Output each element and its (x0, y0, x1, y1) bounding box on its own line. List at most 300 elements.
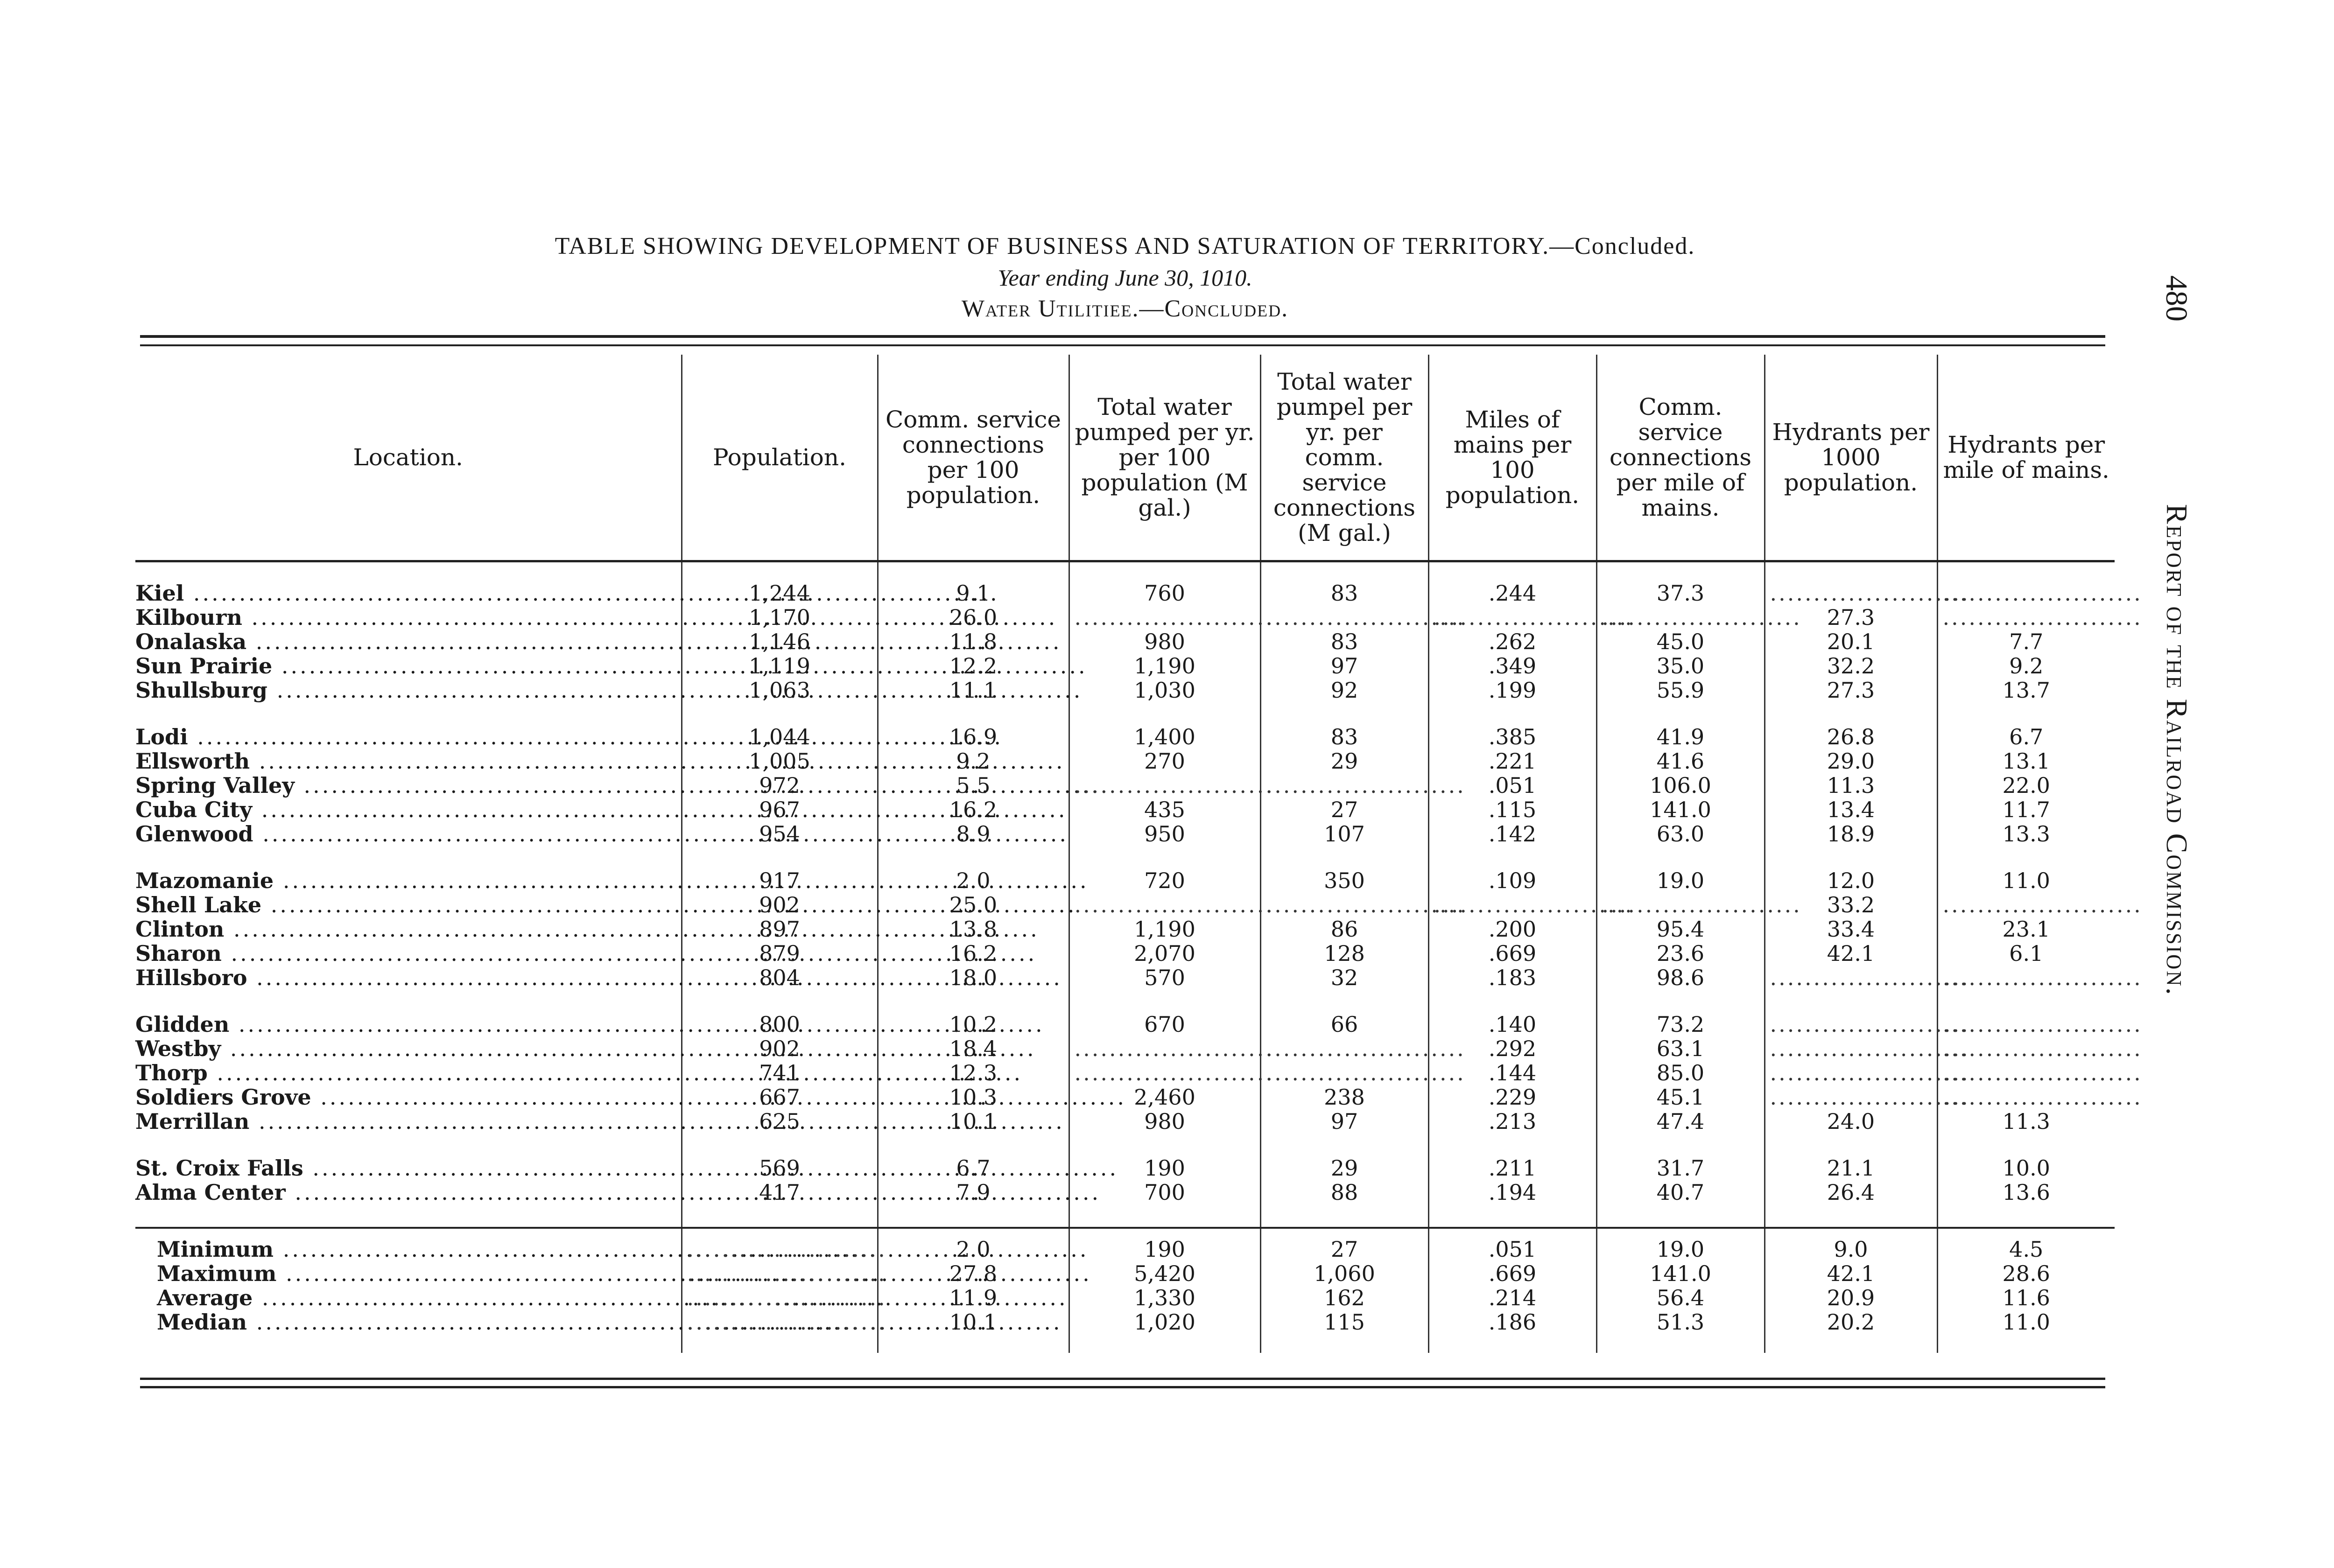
header-row (135, 355, 2115, 561)
cell-location (135, 1228, 682, 1261)
cell-connections-per-100: 16.2 (878, 941, 1069, 966)
cell-miles-mains: .213 (1428, 1109, 1596, 1134)
cell-connections-per-mile: 141.0 (1596, 798, 1765, 822)
page-number: 480 (2159, 275, 2193, 322)
col-header-hydrants-per-1000: Hydrants per 1000 population. (1765, 355, 1937, 561)
col-header-water-per-connection: Total water pumpel per yr. per comm. service connections (M gal.) (1260, 355, 1428, 561)
cell-population: 1,119 (682, 654, 878, 678)
spacer-cell (1428, 990, 1596, 1012)
cell-connections-per-100: 10.3 (878, 1085, 1069, 1109)
cell-water-per-connection: 88 (1260, 1180, 1428, 1204)
cell-hydrants-per-1000: 33.4 (1765, 917, 1937, 941)
cell-hydrants-per-1000: 27.3 (1765, 678, 1937, 702)
cell-connections-per-100: 10.1 (878, 1310, 1069, 1353)
cell-connections-per-mile: 35.0 (1596, 654, 1765, 678)
table-row (135, 1012, 2115, 1036)
cell-hydrants-per-1000: 33.2 (1765, 893, 1937, 917)
table-row (135, 1180, 2115, 1204)
table-row (135, 773, 2115, 798)
cell-water-per-connection: 27 (1260, 798, 1428, 822)
running-title: Report of the Railroad Commission. (2160, 504, 2193, 996)
spacer-cell (1596, 702, 1765, 725)
cell-hydrants-per-1000: 26.4 (1765, 1180, 1937, 1204)
cell-hydrants-per-mile: ....................... (1937, 893, 2115, 917)
cell-connections-per-mile: 19.0 (1596, 1228, 1765, 1261)
cell-location (135, 1036, 682, 1061)
water-utilities-table (135, 355, 2143, 1353)
cell-miles-mains: .385 (1428, 725, 1596, 749)
cell-miles-mains: .186 (1428, 1310, 1596, 1353)
cell-water-per-connection: 162 (1260, 1286, 1428, 1310)
cell-water-per-connection: 238 (1260, 1085, 1428, 1109)
cell-connections-per-mile: 63.0 (1596, 822, 1765, 846)
table-row (135, 630, 2115, 654)
cell-connections-per-mile: 73.2 (1596, 1012, 1765, 1036)
cell-hydrants-per-mile: 13.7 (1937, 678, 2115, 702)
spacer-cell (1596, 1204, 1765, 1228)
cell-miles-mains: ....................... (1428, 893, 1596, 917)
cell-connections-per-mile: 63.1 (1596, 1036, 1765, 1061)
group-spacer (135, 846, 2115, 868)
cell-location (135, 1180, 682, 1204)
cell-miles-mains: .051 (1428, 1228, 1596, 1261)
location-label: Ellsworth ..... (135, 749, 1065, 774)
spacer-cell (682, 990, 878, 1012)
table-row (135, 725, 2115, 749)
location-label: Alma Center ..... (135, 1180, 1101, 1205)
cell-connections-per-100: 9.1 (878, 561, 1069, 606)
cell-population: 902 (682, 893, 878, 917)
cell-water-per-connection: 97 (1260, 654, 1428, 678)
spacer-cell (878, 990, 1069, 1012)
cell-location (135, 1012, 682, 1036)
cell-population: 1,063 (682, 678, 878, 702)
cell-hydrants-per-1000: 26.8 (1765, 725, 1937, 749)
cell-water-per-100: 1,030 (1069, 678, 1260, 702)
cell-population: 917 (682, 868, 878, 893)
cell-connections-per-100: 12.2 (878, 654, 1069, 678)
cell-water-per-100: 5,420 (1069, 1261, 1260, 1286)
cell-connections-per-mile: 51.3 (1596, 1310, 1765, 1353)
cell-population: 1,005 (682, 749, 878, 773)
cell-connections-per-100: 5.5 (878, 773, 1069, 798)
cell-location (135, 773, 682, 798)
table-row (135, 1310, 2115, 1353)
spacer-cell (1260, 1134, 1428, 1156)
cell-connections-per-100: 10.1 (878, 1109, 1069, 1134)
cell-water-per-100: 270 (1069, 749, 1260, 773)
cell-water-per-100: 190 (1069, 1228, 1260, 1261)
location-label: Cuba City ..... (135, 797, 1067, 822)
spacer-cell (1260, 702, 1428, 725)
cell-water-per-connection: 27 (1260, 1228, 1428, 1261)
cell-water-per-connection: ....................... (1260, 1061, 1428, 1085)
table-row (135, 561, 2115, 606)
cell-water-per-100: 720 (1069, 868, 1260, 893)
cell-location (135, 1085, 682, 1109)
cell-population: 879 (682, 941, 878, 966)
cell-hydrants-per-1000: 29.0 (1765, 749, 1937, 773)
cell-connections-per-mile: 31.7 (1596, 1156, 1765, 1180)
cell-hydrants-per-1000: ....................... (1765, 561, 1937, 606)
cell-location (135, 1061, 682, 1085)
table-row (135, 1061, 2115, 1085)
bottom-rule (140, 1378, 2105, 1380)
bottom-rule-2 (140, 1386, 2105, 1388)
cell-water-per-100: 980 (1069, 1109, 1260, 1134)
col-header-connections-per-mile: Comm. service connections per mile of mains. (1596, 355, 1765, 561)
cell-population: ....................... (682, 1286, 878, 1310)
cell-hydrants-per-1000: ....................... (1765, 1061, 1937, 1085)
cell-water-per-connection: 32 (1260, 966, 1428, 990)
spacer-cell (1937, 990, 2115, 1012)
table-row (135, 1261, 2115, 1286)
spacer-cell (1428, 1204, 1596, 1228)
cell-connections-per-mile: 85.0 (1596, 1061, 1765, 1085)
cell-hydrants-per-1000: 21.1 (1765, 1156, 1937, 1180)
cell-population: 1,170 (682, 605, 878, 630)
cell-population: 1,146 (682, 630, 878, 654)
cell-hydrants-per-mile: 11.0 (1937, 868, 2115, 893)
table-row (135, 1085, 2115, 1109)
cell-miles-mains: .200 (1428, 917, 1596, 941)
cell-water-per-connection: 350 (1260, 868, 1428, 893)
cell-connections-per-100: 27.8 (878, 1261, 1069, 1286)
cell-miles-mains: .262 (1428, 630, 1596, 654)
cell-population: 625 (682, 1109, 878, 1134)
cell-hydrants-per-mile: 10.0 (1937, 1156, 2115, 1180)
cell-miles-mains: .244 (1428, 561, 1596, 606)
cell-hydrants-per-mile: 6.1 (1937, 941, 2115, 966)
cell-hydrants-per-1000: ....................... (1765, 1085, 1937, 1109)
cell-hydrants-per-mile: 6.7 (1937, 725, 2115, 749)
cell-location (135, 630, 682, 654)
cell-water-per-100: 760 (1069, 561, 1260, 606)
cell-miles-mains: .229 (1428, 1085, 1596, 1109)
cell-hydrants-per-mile: 13.6 (1937, 1180, 2115, 1204)
cell-connections-per-100: 26.0 (878, 605, 1069, 630)
spacer-cell (1937, 702, 2115, 725)
spacer-cell (1428, 846, 1596, 868)
cell-water-per-connection: 128 (1260, 941, 1428, 966)
cell-connections-per-100: 8.9 (878, 822, 1069, 846)
spacer-cell (135, 846, 682, 868)
cell-population: 804 (682, 966, 878, 990)
table-row (135, 822, 2115, 846)
cell-miles-mains: .349 (1428, 654, 1596, 678)
spacer-cell (1596, 846, 1765, 868)
cell-miles-mains: .221 (1428, 749, 1596, 773)
cell-miles-mains: .183 (1428, 966, 1596, 990)
top-rule-2 (140, 344, 2105, 346)
cell-connections-per-mile: 141.0 (1596, 1261, 1765, 1286)
location-label: Hillsboro ..... (135, 965, 1062, 990)
location-label: Westby ..... (135, 1036, 1036, 1061)
cell-water-per-connection: 83 (1260, 630, 1428, 654)
location-label: Kiel ..... (135, 581, 999, 606)
cell-water-per-100: 980 (1069, 630, 1260, 654)
cell-population: 954 (682, 822, 878, 846)
cell-location (135, 654, 682, 678)
cell-water-per-100: ....................... (1069, 773, 1260, 798)
spacer-cell (1069, 702, 1260, 725)
cell-location (135, 868, 682, 893)
spacer-cell (1596, 1134, 1765, 1156)
spacer-cell (1765, 1204, 1937, 1228)
cell-population: ....................... (682, 1261, 878, 1286)
spacer-cell (1428, 1134, 1596, 1156)
cell-location (135, 605, 682, 630)
cell-hydrants-per-mile: ....................... (1937, 1085, 2115, 1109)
col-header-water-per-100: Total water pumped per yr. per 100 population (M gal.) (1069, 355, 1260, 561)
cell-location (135, 1261, 682, 1286)
spacer-cell (1596, 990, 1765, 1012)
cell-hydrants-per-mile: ....................... (1937, 966, 2115, 990)
table-row (135, 654, 2115, 678)
spacer-cell (1765, 1134, 1937, 1156)
cell-water-per-100: ....................... (1069, 893, 1260, 917)
cell-hydrants-per-mile: 11.0 (1937, 1310, 2115, 1353)
cell-connections-per-mile: ....................... (1596, 605, 1765, 630)
cell-population: 667 (682, 1085, 878, 1109)
cell-miles-mains: .669 (1428, 1261, 1596, 1286)
spacer-cell (135, 990, 682, 1012)
cell-connections-per-mile: 23.6 (1596, 941, 1765, 966)
spacer-cell (878, 702, 1069, 725)
cell-connections-per-100: 7.9 (878, 1180, 1069, 1204)
location-label: Glenwood ..... (135, 821, 1069, 847)
table-row (135, 749, 2115, 773)
cell-miles-mains: .115 (1428, 798, 1596, 822)
spacer-cell (1765, 990, 1937, 1012)
cell-population: 897 (682, 917, 878, 941)
cell-hydrants-per-mile: 9.2 (1937, 654, 2115, 678)
col-header-location: Location. (353, 444, 463, 471)
cell-water-per-100: 190 (1069, 1156, 1260, 1180)
cell-miles-mains: .144 (1428, 1061, 1596, 1085)
cell-water-per-100: 2,460 (1069, 1085, 1260, 1109)
table-row (135, 917, 2115, 941)
cell-water-per-100: ....................... (1069, 1061, 1260, 1085)
cell-location (135, 798, 682, 822)
cell-location (135, 1286, 682, 1310)
group-spacer (135, 1134, 2115, 1156)
cell-connections-per-100: 18.4 (878, 1036, 1069, 1061)
cell-miles-mains: .292 (1428, 1036, 1596, 1061)
spacer-cell (878, 1204, 1069, 1228)
cell-connections-per-100: 18.0 (878, 966, 1069, 990)
location-label: Onalaska ..... (135, 629, 1062, 654)
cell-connections-per-mile: 55.9 (1596, 678, 1765, 702)
table-row (135, 678, 2115, 702)
location-label: Median ..... (157, 1309, 1062, 1335)
spacer-cell (135, 1134, 682, 1156)
location-label: Merrillan ..... (135, 1109, 1065, 1134)
spacer-cell (878, 846, 1069, 868)
cell-hydrants-per-mile: 13.1 (1937, 749, 2115, 773)
top-rule (140, 335, 2105, 338)
cell-water-per-100: 2,070 (1069, 941, 1260, 966)
group-spacer (135, 990, 2115, 1012)
cell-water-per-connection: 86 (1260, 917, 1428, 941)
cell-water-per-connection: 29 (1260, 749, 1428, 773)
cell-connections-per-mile: 95.4 (1596, 917, 1765, 941)
cell-population: 569 (682, 1156, 878, 1180)
cell-miles-mains: .669 (1428, 941, 1596, 966)
table-title: TABLE SHOWING DEVELOPMENT OF BUSINESS AND SATURATION OF TERRITORY.—Concluded. (555, 233, 1695, 259)
table-row (135, 868, 2115, 893)
location-label: Sun Prairie ..... (135, 653, 1088, 679)
cell-water-per-100: 950 (1069, 822, 1260, 846)
cell-hydrants-per-mile: ....................... (1937, 1061, 2115, 1085)
location-label: Maximum ..... (157, 1261, 1092, 1286)
col-header-connections-per-100: Comm. service connections per 100 population. (878, 355, 1069, 561)
cell-hydrants-per-1000: ....................... (1765, 1036, 1937, 1061)
cell-miles-mains: .051 (1428, 773, 1596, 798)
cell-hydrants-per-1000: 42.1 (1765, 941, 1937, 966)
cell-water-per-connection: 97 (1260, 1109, 1428, 1134)
cell-hydrants-per-mile: 23.1 (1937, 917, 2115, 941)
cell-hydrants-per-1000: 18.9 (1765, 822, 1937, 846)
cell-connections-per-mile: 56.4 (1596, 1286, 1765, 1310)
cell-location (135, 893, 682, 917)
cell-water-per-100: 1,020 (1069, 1310, 1260, 1353)
cell-hydrants-per-1000: ....................... (1765, 1012, 1937, 1036)
cell-hydrants-per-mile: 11.3 (1937, 1109, 2115, 1134)
location-label: Minimum ..... (157, 1237, 1089, 1262)
cell-water-per-100: 700 (1069, 1180, 1260, 1204)
cell-water-per-connection: ....................... (1260, 893, 1428, 917)
cell-connections-per-100: 2.0 (878, 1228, 1069, 1261)
cell-water-per-100: 1,190 (1069, 654, 1260, 678)
table-row (135, 893, 2115, 917)
cell-hydrants-per-1000: 27.3 (1765, 605, 1937, 630)
cell-miles-mains: .109 (1428, 868, 1596, 893)
cell-connections-per-mile: 98.6 (1596, 966, 1765, 990)
spacer-cell (1765, 702, 1937, 725)
data-table-wrapper (135, 355, 2143, 1353)
spacer-cell (1069, 990, 1260, 1012)
cell-water-per-connection: 92 (1260, 678, 1428, 702)
cell-hydrants-per-mile: 11.6 (1937, 1286, 2115, 1310)
cell-connections-per-100: 12.3 (878, 1061, 1069, 1085)
table-row (135, 966, 2115, 990)
cell-water-per-connection: 83 (1260, 561, 1428, 606)
cell-population: 972 (682, 773, 878, 798)
cell-population: 800 (682, 1012, 878, 1036)
table-body (135, 561, 2143, 1353)
table-row (135, 605, 2115, 630)
cell-miles-mains: .194 (1428, 1180, 1596, 1204)
cell-water-per-100: ....................... (1069, 1036, 1260, 1061)
cell-water-per-connection: 115 (1260, 1310, 1428, 1353)
spacer-cell (682, 702, 878, 725)
cell-population: 417 (682, 1180, 878, 1204)
cell-population: 902 (682, 1036, 878, 1061)
cell-connections-per-mile: 45.0 (1596, 630, 1765, 654)
cell-location (135, 1109, 682, 1134)
cell-connections-per-100: 10.2 (878, 1012, 1069, 1036)
cell-water-per-100: 1,330 (1069, 1286, 1260, 1310)
cell-connections-per-mile: 106.0 (1596, 773, 1765, 798)
cell-connections-per-mile: 40.7 (1596, 1180, 1765, 1204)
spacer-cell (1069, 1204, 1260, 1228)
cell-population: 967 (682, 798, 878, 822)
cell-location (135, 561, 682, 606)
cell-water-per-connection: 1,060 (1260, 1261, 1428, 1286)
cell-connections-per-100: 16.9 (878, 725, 1069, 749)
cell-location (135, 941, 682, 966)
spacer-cell (682, 846, 878, 868)
cell-connections-per-mile: 47.4 (1596, 1109, 1765, 1134)
spacer-cell (135, 1204, 682, 1228)
table-row (135, 798, 2115, 822)
cell-hydrants-per-1000: 20.2 (1765, 1310, 1937, 1353)
cell-population: ....................... (682, 1228, 878, 1261)
cell-water-per-100: 1,400 (1069, 725, 1260, 749)
location-label: Glidden ..... (135, 1012, 1045, 1037)
cell-hydrants-per-mile: 4.5 (1937, 1228, 2115, 1261)
cell-water-per-connection: ....................... (1260, 605, 1428, 630)
spacer-cell (1428, 702, 1596, 725)
cell-connections-per-mile: ....................... (1596, 893, 1765, 917)
cell-population: ....................... (682, 1310, 878, 1353)
location-label: Clinton ..... (135, 917, 1040, 942)
spacer-cell (1765, 846, 1937, 868)
cell-water-per-connection: 83 (1260, 725, 1428, 749)
location-label: Shullsburg ..... (135, 678, 1083, 703)
col-header-population: Population. (682, 355, 878, 561)
cell-connections-per-100: 25.0 (878, 893, 1069, 917)
location-label: Spring Valley ..... (135, 773, 1110, 798)
cell-location (135, 1310, 682, 1353)
cell-hydrants-per-mile: 11.7 (1937, 798, 2115, 822)
spacer-cell (1937, 1204, 2115, 1228)
cell-water-per-connection: ....................... (1260, 1036, 1428, 1061)
cell-hydrants-per-mile: ....................... (1937, 561, 2115, 606)
cell-hydrants-per-1000: 42.1 (1765, 1261, 1937, 1286)
cell-location (135, 822, 682, 846)
location-label: Thorp ..... (135, 1060, 1023, 1085)
cell-connections-per-100: 9.2 (878, 749, 1069, 773)
location-label: Average ..... (157, 1285, 1068, 1310)
cell-hydrants-per-1000: 24.0 (1765, 1109, 1937, 1134)
cell-water-per-connection: 107 (1260, 822, 1428, 846)
cell-connections-per-mile: 45.1 (1596, 1085, 1765, 1109)
spacer-cell (1260, 1204, 1428, 1228)
table-row (135, 1286, 2115, 1310)
cell-hydrants-per-mile: ....................... (1937, 605, 2115, 630)
cell-location (135, 1156, 682, 1180)
cell-hydrants-per-1000: 20.1 (1765, 630, 1937, 654)
location-label: Lodi ..... (135, 724, 1003, 749)
location-label: Mazomanie ..... (135, 868, 1089, 893)
cell-connections-per-100: 11.1 (878, 678, 1069, 702)
table-subtitle-utility: Water Utilitiee.—Concluded. (961, 295, 1289, 322)
spacer-cell (135, 702, 682, 725)
cell-population: 1,244 (682, 561, 878, 606)
cell-hydrants-per-mile: 22.0 (1937, 773, 2115, 798)
cell-hydrants-per-1000: 11.3 (1765, 773, 1937, 798)
location-label: Kilbourn ..... (135, 605, 1057, 630)
spacer-cell (1069, 1134, 1260, 1156)
cell-hydrants-per-mile: ....................... (1937, 1036, 2115, 1061)
cell-connections-per-mile: 37.3 (1596, 561, 1765, 606)
table-row (135, 941, 2115, 966)
table-row (135, 1109, 2115, 1134)
cell-miles-mains: .199 (1428, 678, 1596, 702)
cell-miles-mains: .214 (1428, 1286, 1596, 1310)
